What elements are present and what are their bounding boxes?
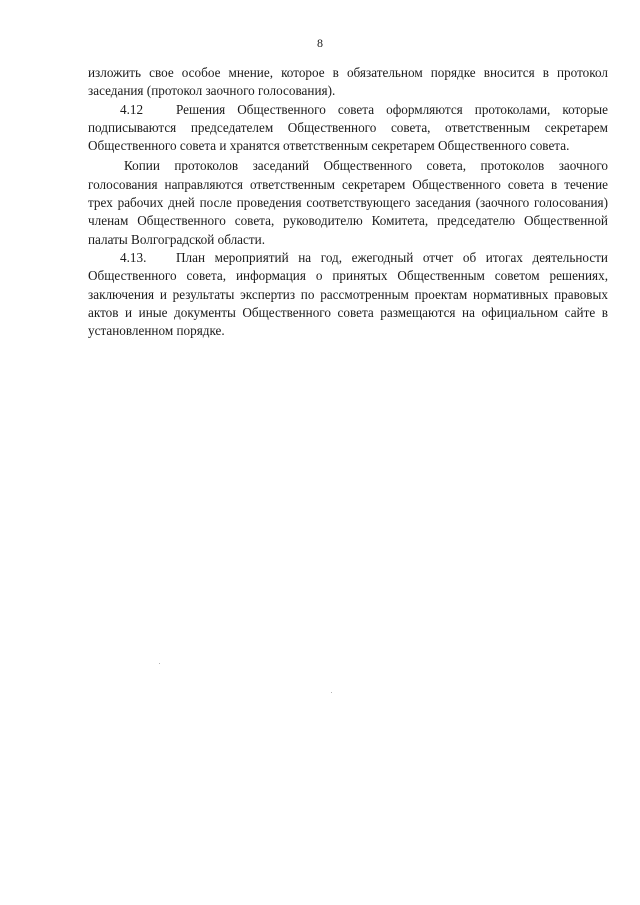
paragraph-continuation: изложить свое особое мнение, которое в обязательном порядке вносится в протокол заседания (протокол заочного голосования). [88,65,608,99]
scan-speck [159,663,160,664]
clause-text: Решения Общественного совета оформляются протоколами, которые подписываются председателем Общественного совета, ответственным секретарем Общественного совета и хранятся ответственным секретарем Общественного совета. [88,101,608,154]
paragraph-copies: Копии протоколов заседаний Общественного совета, протоколов заочного голосования направляются ответственным секретарем Общественного совета в течение трех рабочих дней после проведения соответствующего заседания (заочного голосования) членам Общественного совета, руководителю Комитета, председателю Общественной палаты Волгоградской области. [88,158,608,247]
document-body [88,64,608,340]
page-number: 8 [317,36,323,50]
clause-number: 4.13. [120,249,147,265]
clause-text: План мероприятий на год, ежегодный отчет об итогах деятельности Общественного совета, информация о принятых Общественным советом решениях, заключения и результаты экспертиз по рассмотренным проектам нормативных правовых актов и иные документы Общественного совета размещаются на официальном сайте в установленном порядке. [88,249,608,339]
paragraph-4-12 [88,101,608,156]
clause-number: 4.12 [120,101,144,117]
paragraph-4-13 [88,249,608,340]
scan-speck [331,692,332,693]
